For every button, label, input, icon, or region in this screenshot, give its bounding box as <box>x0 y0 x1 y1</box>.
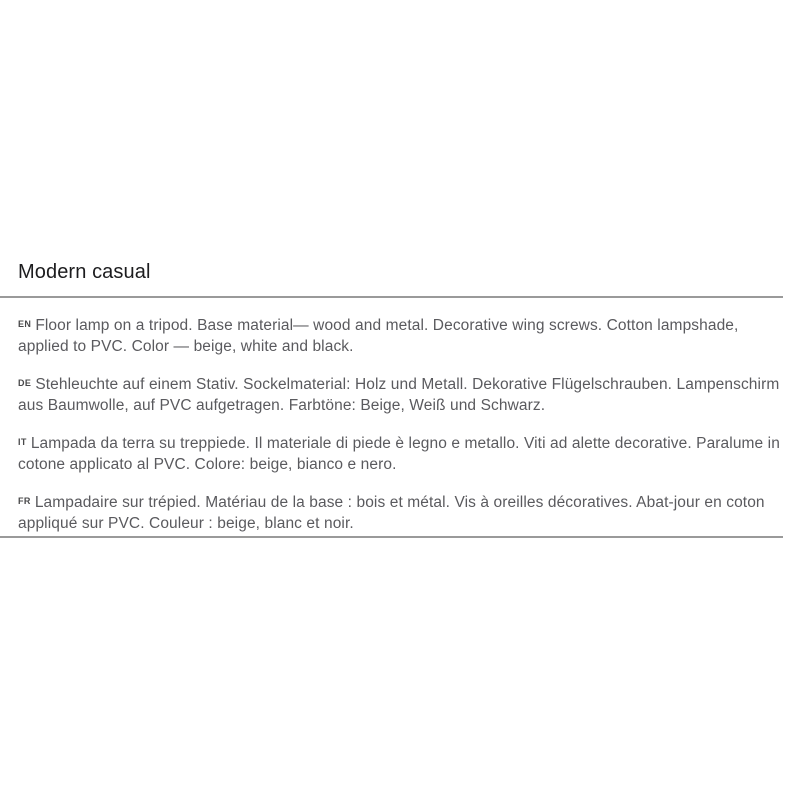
description-list <box>18 314 784 550</box>
language-tag-fr: FR <box>18 496 31 506</box>
description-it <box>18 432 784 475</box>
description-text-fr: Lampadaire sur trépied. Matériau de la base : bois et métal. Vis à oreilles décoratives. Abat-jour en coton appliqué sur PVC. Couleur : beige, blanc et noir. <box>18 494 765 532</box>
page-title: Modern casual <box>18 261 151 283</box>
description-de <box>18 373 784 416</box>
language-tag-it: IT <box>18 437 27 447</box>
description-fr <box>18 491 784 534</box>
language-tag-en: EN <box>18 319 32 329</box>
description-en <box>18 314 784 357</box>
description-text-it: Lampada da terra su treppiede. Il materiale di piede è legno e metallo. Viti ad alette decorative. Paralume in cotone applicato al PVC. Colore: beige, bianco e nero. <box>18 435 780 473</box>
language-tag-de: DE <box>18 378 32 388</box>
bottom-divider-line <box>0 536 783 538</box>
top-divider-line <box>0 296 783 298</box>
description-text-de: Stehleuchte auf einem Stativ. Sockelmaterial: Holz und Metall. Dekorative Flügelschrauben. Lampenschirm aus Baumwolle, auf PVC aufgetragen. Farbtöne: Beige, Weiß und Schwarz. <box>18 376 780 414</box>
description-text-en: Floor lamp on a tripod. Base material— wood and metal. Decorative wing screws. Cotton lampshade, applied to PVC. Color — beige, white and black. <box>18 317 739 355</box>
